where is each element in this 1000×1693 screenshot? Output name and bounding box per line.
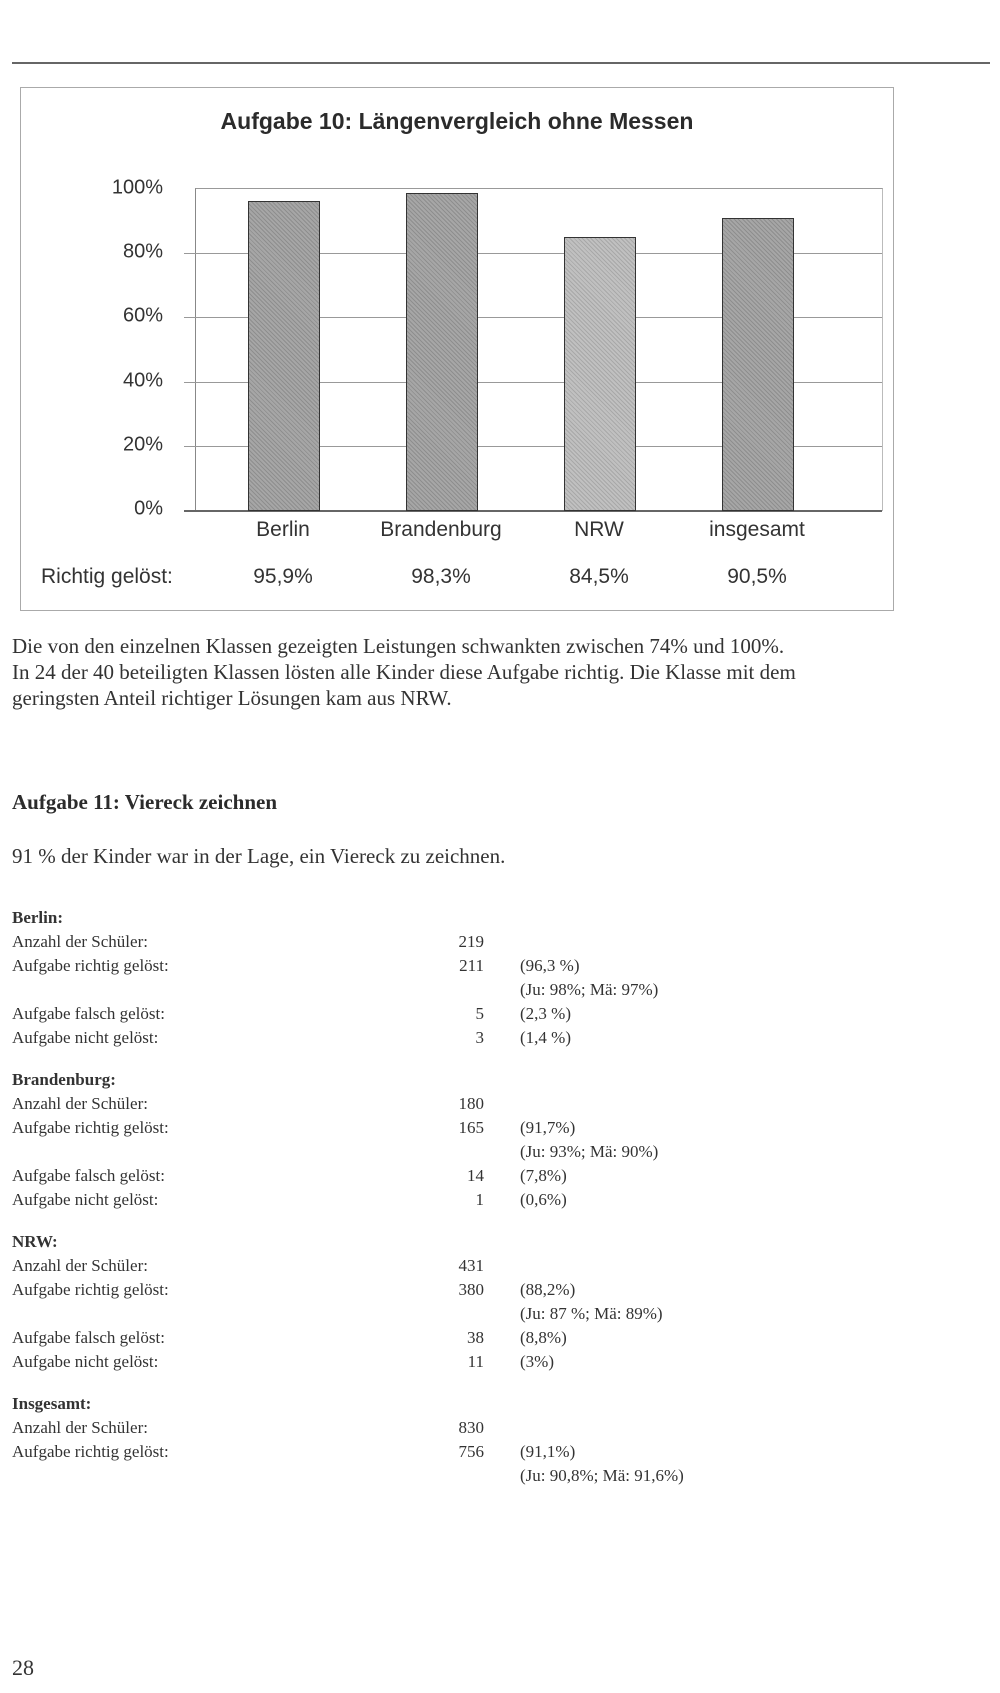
stat-value: 830	[458, 1418, 484, 1437]
header-rule	[12, 62, 990, 64]
stat-label: Aufgabe falsch gelöst:	[12, 1004, 165, 1023]
stat-row	[12, 1002, 772, 1026]
stat-value: 1	[475, 1190, 484, 1209]
stat-label: Aufgabe nicht gelöst:	[12, 1352, 159, 1371]
x-label: Berlin	[256, 518, 310, 541]
paragraph-line: Die von den einzelnen Klassen gezeigten Leistungen schwankten zwischen 74% und 100%.	[12, 634, 785, 658]
stat-pct: (0,6%)	[520, 1190, 567, 1209]
stat-label: Aufgabe richtig gelöst:	[12, 956, 169, 975]
stat-pct: (1,4 %)	[520, 1028, 571, 1047]
bar-berlin	[248, 201, 320, 511]
stat-pct: (8,8%)	[520, 1328, 567, 1347]
stat-row	[12, 1326, 772, 1350]
stat-value: 11	[467, 1352, 484, 1371]
stat-pct: (3%)	[520, 1352, 554, 1371]
stat-region: Berlin:	[12, 908, 63, 927]
stat-label: Aufgabe richtig gelöst:	[12, 1280, 169, 1299]
y-tick: 40%	[122, 369, 163, 392]
stat-region: NRW:	[12, 1232, 58, 1251]
stat-row	[12, 1278, 772, 1302]
data-row-value: 84,5%	[569, 565, 629, 588]
stat-label: Anzahl der Schüler:	[12, 1094, 148, 1113]
bar-chart	[20, 87, 894, 611]
stat-pct: (96,3 %)	[520, 956, 580, 975]
stat-value: 219	[458, 932, 484, 951]
paragraph-results	[12, 633, 997, 711]
stat-row	[12, 1416, 772, 1440]
section-intro: 91 % der Kinder war in der Lage, ein Viereck zu zeichnen.	[12, 844, 506, 868]
stat-pct: (7,8%)	[520, 1166, 567, 1185]
stat-pct: (91,7%)	[520, 1118, 576, 1137]
stat-value: 180	[458, 1094, 484, 1113]
stat-pct: (2,3 %)	[520, 1004, 571, 1023]
stat-group-insgesamt	[12, 1392, 772, 1488]
stat-row	[12, 1116, 772, 1140]
stat-row	[12, 1254, 772, 1278]
stat-group-nrw	[12, 1230, 772, 1374]
stat-row	[12, 1302, 772, 1326]
stat-row	[12, 1188, 772, 1212]
stat-row	[12, 930, 772, 954]
stat-group-berlin	[12, 906, 772, 1050]
stat-pct: (Ju: 87 %; Mä: 89%)	[520, 1304, 663, 1323]
data-row-value: 98,3%	[411, 565, 471, 588]
y-tick: 0%	[134, 497, 163, 520]
stat-value: 211	[459, 956, 484, 975]
stat-value: 14	[467, 1166, 484, 1185]
stat-label: Aufgabe richtig gelöst:	[12, 1118, 169, 1137]
stat-value: 431	[458, 1256, 484, 1275]
stat-label: Aufgabe nicht gelöst:	[12, 1028, 159, 1047]
stat-label: Anzahl der Schüler:	[12, 1418, 148, 1437]
paragraph-line: In 24 der 40 beteiligten Klassen lösten alle Kinder diese Aufgabe richtig. Die Klasse mit dem	[12, 660, 796, 684]
stat-region: Insgesamt:	[12, 1394, 92, 1413]
stat-value: 3	[475, 1028, 484, 1047]
stat-row	[12, 954, 772, 978]
stat-row	[12, 1440, 772, 1464]
x-label: insgesamt	[709, 518, 805, 541]
stat-value: 5	[475, 1004, 484, 1023]
stat-pct: (88,2%)	[520, 1280, 576, 1299]
stat-value: 165	[458, 1118, 484, 1137]
stat-label: Aufgabe falsch gelöst:	[12, 1328, 165, 1347]
stat-value: 38	[467, 1328, 484, 1347]
stat-pct: (Ju: 90,8%; Mä: 91,6%)	[520, 1466, 684, 1485]
stat-value: 756	[458, 1442, 484, 1461]
data-row-value: 95,9%	[253, 565, 313, 588]
data-row-value: 90,5%	[727, 565, 787, 588]
data-row-label: Richtig gelöst:	[41, 565, 173, 588]
stat-label: Anzahl der Schüler:	[12, 932, 148, 951]
page-number: 28	[12, 1655, 34, 1680]
paragraph-line: geringsten Anteil richtiger Lösungen kam aus NRW.	[12, 686, 452, 710]
stat-pct: (Ju: 93%; Mä: 90%)	[520, 1142, 659, 1161]
stat-pct: (Ju: 98%; Mä: 97%)	[520, 980, 659, 999]
stat-region: Brandenburg:	[12, 1070, 116, 1089]
stat-row	[12, 1350, 772, 1374]
bar-brandenburg	[406, 193, 478, 511]
y-tick: 60%	[122, 304, 163, 327]
x-label: NRW	[574, 518, 624, 541]
stat-group-brandenburg	[12, 1068, 772, 1212]
x-label: Brandenburg	[380, 518, 502, 541]
section-heading: Aufgabe 11: Viereck zeichnen	[12, 790, 278, 814]
stat-label: Aufgabe nicht gelöst:	[12, 1190, 159, 1209]
stat-row	[12, 1026, 772, 1050]
stat-row	[12, 1464, 772, 1488]
stat-label: Anzahl der Schüler:	[12, 1256, 148, 1275]
stat-row	[12, 1140, 772, 1164]
plot-area	[195, 188, 883, 511]
statistics-list	[12, 906, 772, 1506]
y-tick: 100%	[111, 176, 163, 199]
stat-row	[12, 978, 772, 1002]
stat-label: Aufgabe falsch gelöst:	[12, 1166, 165, 1185]
stat-pct: (91,1%)	[520, 1442, 576, 1461]
chart-title: Aufgabe 10: Längenvergleich ohne Messen	[220, 108, 694, 134]
bar-insgesamt	[722, 218, 794, 511]
bar-nrw	[564, 237, 636, 511]
y-tick: 80%	[122, 240, 163, 263]
stat-row	[12, 1164, 772, 1188]
stat-row	[12, 1092, 772, 1116]
y-tick: 20%	[122, 433, 163, 456]
stat-label: Aufgabe richtig gelöst:	[12, 1442, 169, 1461]
stat-value: 380	[458, 1280, 484, 1299]
